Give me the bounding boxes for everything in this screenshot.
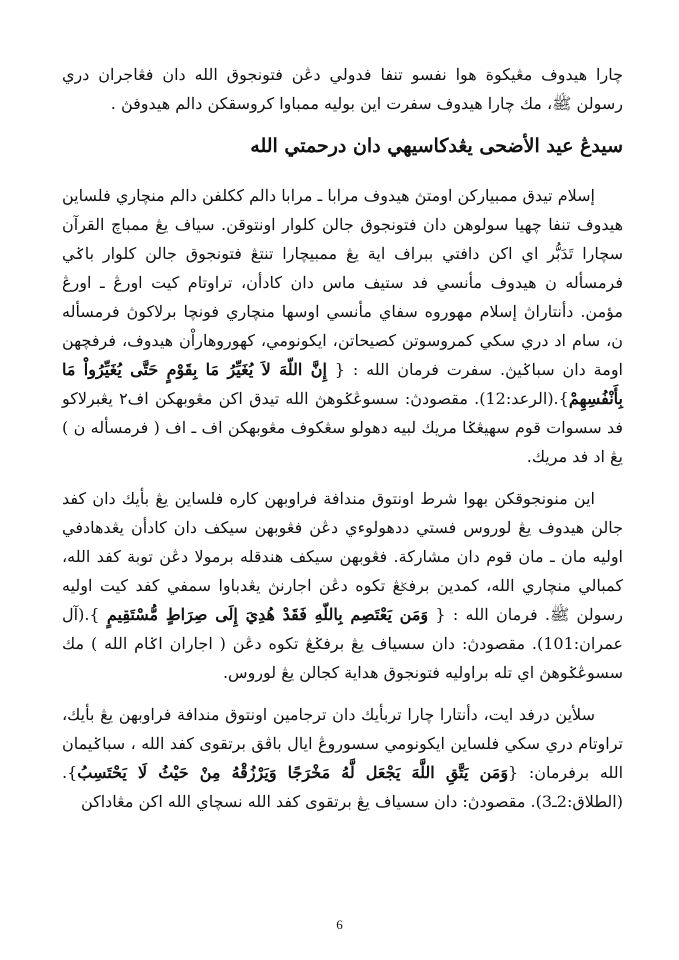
body-paragraph-2 [62, 484, 623, 687]
quran-verse: إِنَّ اللّهَ لاَ يُغَيِّرُ مَا بِقَوْمٍ حَتَّى يُغَيِّرُواْ مَا بِأَنْفُسِهِمْ [62, 360, 623, 408]
paragraph-text: سلأين درفد ايت، دأنتارا چارا تربأيك دان ترجامين اونتوق مندافة فراوبهن يڠ بأيك، تراوتام دري سکي فلساين ايکونومي سسوروڠ ايال باڤق برتقوى کفد الله ، سباݢيمان الله برفرمان: { [62, 705, 624, 782]
paragraph-text: }.(آل عمران:101). مقصودڽ: دان سسياف يڠ برفݢڠ تکوه دڠن ( اجاران اݢام الله ) مك سسوڠݢوهڽ اي تله براوليه فتونجوق هداية کجالن يڠ لوروس. [62, 605, 623, 682]
intro-paragraph [62, 60, 623, 118]
paragraph-text: }.(الرعد:12). مقصودڽ: سسوڠݢوهڽ الله تيدق اکن مڠوبهکن اف٢ يڠبرلاکو فد سسوات قوم سهيڠݢا مريك لبيه دهولو سڠکوف مڠوبهکن اف ـ اف ( فرمسأله ن ) يڠ اد فد مريك. [62, 389, 623, 466]
paragraph-text: اين منونجوقکن بهوا شرط اونتوق مندافة فراوبهن کاره فلساين يڠ بأيك دان کفد جالن هيدوف يڠ لوروس فستي ددهولوءي دڠن فڠوبهن سيکف دان کادأن يڠدهادفي اوليه مان ـ مان قوم دان مشارکة. فڠوبهن سيکف هندقله برمولا دڠن توبة کفد الله، کمبالي منچاري الله، کمدين برفݢڠ تکوه دڠن اجارنڽ يڠدباوا سمفي کفد کيت اوليه رسولن ﷺ. فرمان الله : { [62, 489, 623, 624]
paragraph-text: إسلام تيدق ممبيارکن اومتڽ هيدوف مرابا ـ مرابا دالم ککلفن دالم منچاري فلساين هيدوف تنفا چهيا سولوهن دان فتونجوق جالن کلوار اونتوقن. سياف يڠ ممباچ القرآن سچارا تَدَبُّر اي اکن دافتي ببراف اية يڠ ممبيچارا تنتڠ فتونجوق جالن کلوار باݢي فرمسأله ن هيدوف مأنسي فد ستيف ماس دان کادأن، تراوتام کيت اورڠ ـ اورڠ مؤمن. دأنتاراڽ إسلام مهوروه سفاي مأنسي اوسها منچاري فونچا برلاکوڽ فرمسأله ن، سام اد دري سکي کمروسوتن کصيحاتن، ايکونومي، کهوروهاراْن هيدوف، فرفچهن اومة دان سباݢيڽ. سفرت فرمان الله : { [62, 186, 623, 379]
page-number: 6 [336, 917, 343, 932]
body-paragraph-3 [62, 700, 623, 816]
quran-verse: وَمَن يَعْتَصِم بِاللّهِ فَقَدْ هُدِيَ إِلَى صِرَاطٍ مُّسْتَقِيمٍ [106, 605, 429, 624]
page-body [62, 60, 623, 829]
quran-verse: وَمَن يَتَّقِ اللَّهَ يَجْعَل لَّهُ مَخْرَجًا وَيَرْزُقْهُ مِنْ حَيْثُ لَا يَحْتَسِبُ [77, 763, 509, 782]
section-heading: سيدڠ عيد الأضحى يڠدکاسيهي دان درحمتي الله [250, 135, 623, 157]
paragraph-text: چارا هيدوف مڠيکوة هوا نفسو تنفا فدولي دڠن فتونجوق الله دان فڠاجران دري رسولن ﷺ، مك چارا هيدوف سفرت اين بوليه ممباوا کروسقکن دالم هيدوفڽ . [62, 65, 623, 113]
body-paragraph-1 [62, 181, 623, 471]
paragraph-text: }.(الطلاق:2ـ3). مقصودڽ: دان سسياف يڠ برتقوى کفد الله نسچاي الله اکن مڠاداکن [62, 763, 623, 811]
